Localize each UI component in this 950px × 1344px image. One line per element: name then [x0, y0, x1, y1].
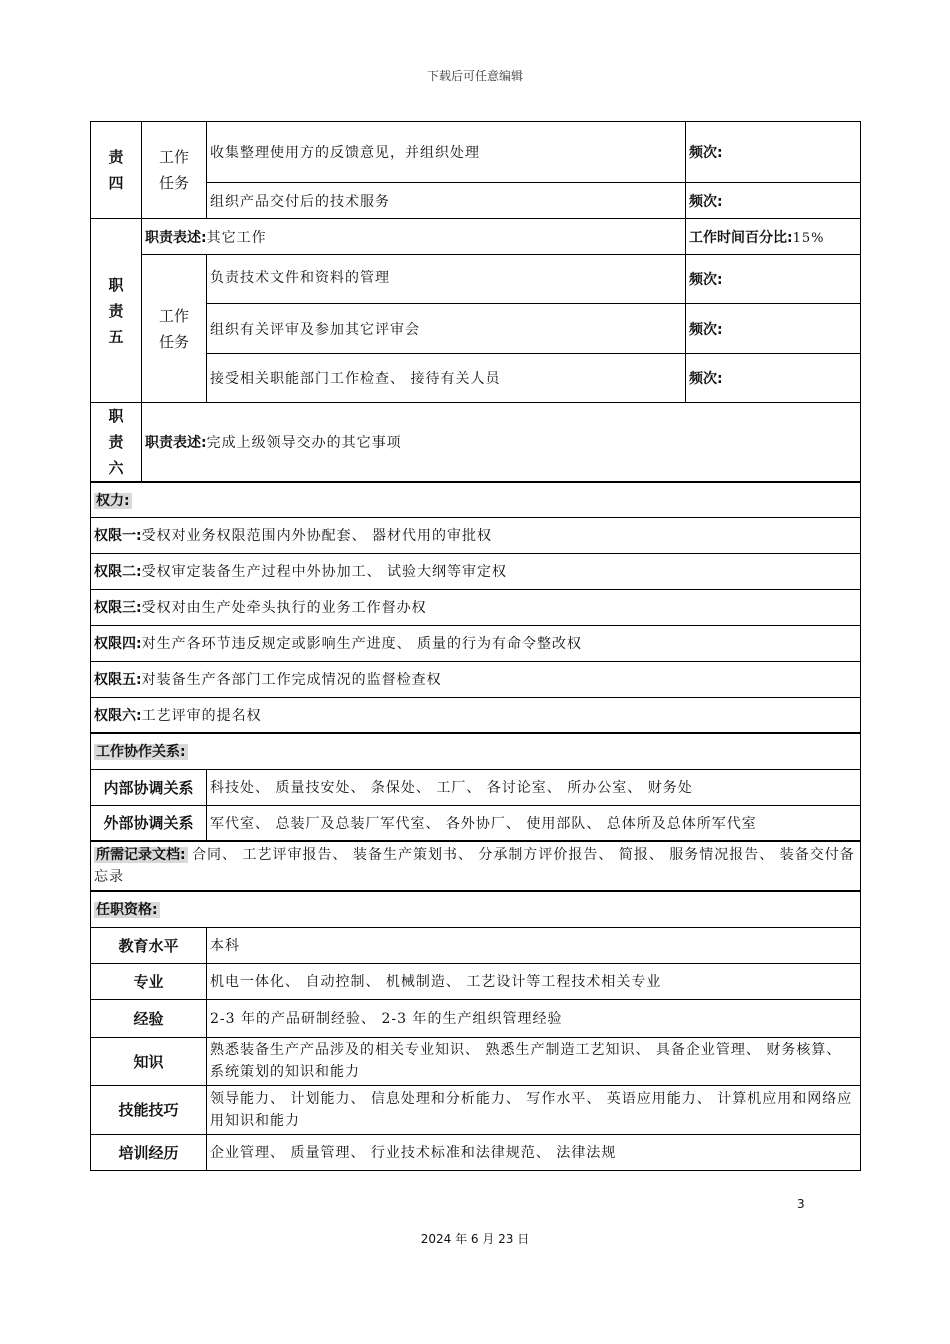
qualification-text: 机电一体化、 自动控制、 机械制造、 工艺设计等工程技术相关专业: [207, 963, 861, 999]
power-row: [91, 625, 861, 661]
power-item-label: 权限四:: [94, 636, 142, 652]
qualification-text: 领导能力、 计划能力、 信息处理和分析能力、 写作水平、 英语应用能力、 计算机应用和网络应用知识和能力: [207, 1085, 861, 1134]
duty4-task-row: [91, 122, 861, 183]
power-row: [91, 517, 861, 553]
duty5-task-text: 接受相关职能部门工作检查、 接待有关人员: [207, 354, 686, 403]
power-item: [91, 661, 861, 697]
qualification-text: 企业管理、 质量管理、 行业技术标准和法律规范、 法律法规: [207, 1134, 861, 1170]
qualification-row: [91, 999, 861, 1037]
duty5-time-value: 15%: [792, 230, 825, 246]
qualification-text: 本科: [207, 927, 861, 963]
power-title-cell: [91, 482, 861, 517]
qualification-row: [91, 963, 861, 999]
qualification-label: 教育水平: [91, 927, 207, 963]
qualification-label: 专业: [91, 963, 207, 999]
qualification-label: 培训经历: [91, 1134, 207, 1170]
power-row: [91, 553, 861, 589]
duty5-task-text: 组织有关评审及参加其它评审会: [207, 304, 686, 354]
duty6-row: [91, 403, 861, 483]
power-item: [91, 625, 861, 661]
duty5-time: [686, 219, 861, 255]
power-title: 权力:: [96, 492, 130, 509]
duty5-task-row: [91, 304, 861, 354]
duty6-label: 职 责 六: [91, 403, 142, 483]
duty5-task-freq: 频次:: [686, 354, 861, 403]
power-item-text: 对装备生产各部门工作完成情况的监督检查权: [141, 672, 442, 688]
power-item-label: 权限六:: [94, 707, 142, 724]
page-number: 3: [797, 1197, 805, 1211]
relations-title: 工作协作关系:: [96, 744, 186, 761]
power-item: [91, 553, 861, 589]
qualification-row: [91, 1037, 861, 1085]
power-item: [91, 697, 861, 733]
relations-title-cell: [91, 733, 861, 769]
external-relations-label: 外部协调关系: [91, 805, 207, 841]
duty6-desc: [142, 403, 861, 483]
power-item-label: 权限五:: [94, 672, 142, 688]
duty5-task-freq: 频次:: [686, 255, 861, 304]
duty4-task-freq: 频次:: [686, 122, 861, 183]
duty6-desc-text: 完成上级领导交办的其它事项: [206, 435, 402, 451]
power-item-text: 工艺评审的提名权: [141, 707, 262, 724]
qualification-label: 经验: [91, 999, 207, 1037]
external-relations-row: [91, 805, 861, 841]
duty5-time-label: 工作时间百分比:: [689, 229, 793, 246]
internal-relations-label: 内部协调关系: [91, 769, 207, 805]
job-description-table: [90, 121, 860, 1171]
internal-relations-row: [91, 769, 861, 805]
duty4-task-text: 组织产品交付后的技术服务: [207, 183, 686, 219]
duty5-desc: [142, 219, 686, 255]
qualifications-title: 任职资格:: [96, 902, 158, 919]
duty6-desc-label: 职责表述:: [145, 435, 207, 451]
power-item: [91, 517, 861, 553]
power-title-row: [91, 482, 861, 517]
records-label: 所需记录文档:: [96, 847, 186, 863]
records-row: [91, 841, 861, 891]
duty4-task-row: [91, 183, 861, 219]
power-item-text: 受权对由生产处牵头执行的业务工作督办权: [141, 600, 427, 616]
duty4-task-label: 工作 任务: [142, 122, 207, 219]
duty5-task-row: [91, 255, 861, 304]
power-item-label: 权限一:: [94, 528, 142, 544]
duty4-label: 责 四: [91, 122, 142, 219]
qualification-text: 熟悉装备生产产品涉及的相关专业知识、 熟悉生产制造工艺知识、 具备企业管理、 财务核算、 系统策划的知识和能力: [207, 1037, 861, 1085]
internal-relations-text: 科技处、 质量技安处、 条保处、 工厂、 各讨论室、 所办公室、 财务处: [207, 769, 861, 805]
qualification-text: 2-3 年的产品研制经验、 2-3 年的生产组织管理经验: [207, 999, 861, 1037]
power-item-label: 权限二:: [94, 564, 142, 580]
duty4-task-text: 收集整理使用方的反馈意见，并组织处理: [207, 122, 686, 183]
page-header: 下载后可任意编辑: [426, 69, 523, 83]
qualification-row: [91, 927, 861, 963]
qualifications-title-cell: [91, 891, 861, 927]
duty5-task-label: 工作 任务: [142, 255, 207, 403]
footer-date: 2024 年 6 月 23 日: [420, 1232, 530, 1246]
duty5-desc-row: [91, 219, 861, 255]
power-row: [91, 661, 861, 697]
qualification-label: 知识: [91, 1037, 207, 1085]
qualification-row: [91, 1085, 861, 1134]
duty5-label: 职 责 五: [91, 219, 142, 403]
power-item-text: 对生产各环节违反规定或影响生产进度、 质量的行为有命令整改权: [141, 636, 583, 652]
qualification-label: 技能技巧: [91, 1085, 207, 1134]
duty5-task-text: 负责技术文件和资料的管理: [207, 255, 686, 304]
power-item-text: 受权对业务权限范围内外协配套、 器材代用的审批权: [141, 528, 493, 544]
power-row: [91, 589, 861, 625]
power-item: [91, 589, 861, 625]
power-item-text: 受权审定装备生产过程中外协加工、 试验大纲等审定权: [141, 564, 508, 580]
duty4-task-freq: 频次:: [686, 183, 861, 219]
records-cell: [91, 841, 861, 891]
power-item-label: 权限三:: [94, 600, 142, 616]
duty5-desc-text: 其它工作: [206, 229, 267, 246]
external-relations-text: 军代室、 总装厂及总装厂军代室、 各外协厂、 使用部队、 总体所及总体所军代室: [207, 805, 861, 841]
records-text: 合同、 工艺评审报告、 装备生产策划书、 分承制方评价报告、 简报、 服务情况报告、 装备交付备忘录: [94, 847, 855, 885]
duty5-task-freq: 频次:: [686, 304, 861, 354]
duty5-desc-label: 职责表述:: [145, 229, 207, 246]
qualification-row: [91, 1134, 861, 1170]
qualifications-title-row: [91, 891, 861, 927]
relations-title-row: [91, 733, 861, 769]
power-row: [91, 697, 861, 733]
duty5-task-row: [91, 354, 861, 403]
